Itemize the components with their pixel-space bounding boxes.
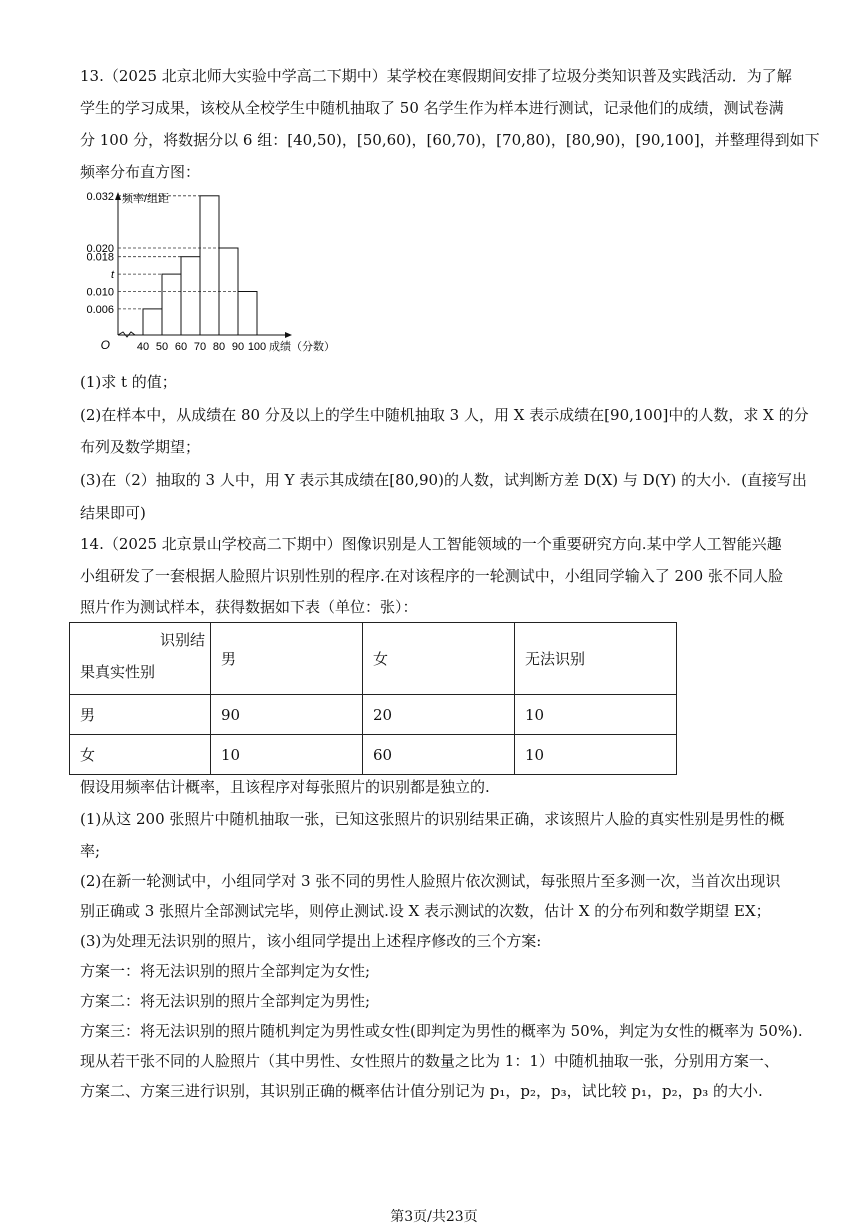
histogram-bar bbox=[238, 292, 257, 336]
q13-sub1: (1)求 t 的值； bbox=[80, 373, 177, 391]
cell: 60 bbox=[363, 735, 515, 775]
q14-after-3: 率; bbox=[80, 842, 101, 860]
header-unrecognized: 无法识别 bbox=[515, 623, 677, 695]
q13-sub3b: 结果即可) bbox=[80, 504, 146, 522]
cell: 20 bbox=[363, 695, 515, 735]
x-tick-label: 100 bbox=[247, 341, 267, 353]
q14-after-4: (2)在新一轮测试中，小组同学对 3 张不同的男性人脸照片依次测试，每张照片至多测一次，当首次出现识 bbox=[80, 872, 781, 890]
q14-after-6: (3)为处理无法识别的照片，该小组同学提出上述程序修改的三个方案: bbox=[80, 932, 542, 950]
q14-after-1: 假设用频率估计概率，且该程序对每张照片的识别都是独立的. bbox=[80, 778, 490, 796]
x-axis-label: 成绩（分数） bbox=[269, 341, 335, 353]
q14-after-9: 方案三：将无法识别的照片随机判定为男性或女性(即判定为男性的概率为 50%，判定为女性的概率为 50%). bbox=[80, 1022, 803, 1040]
q14-after-5: 别正确或 3 张照片全部测试完毕，则停止测试.设 X 表示测试的次数，估计 X 的分布列和数学期望 EX； bbox=[80, 902, 771, 920]
origin-label: O bbox=[100, 338, 110, 352]
y-tick-label: 0.006 bbox=[86, 303, 114, 316]
histogram-bar bbox=[143, 309, 162, 335]
q13-line-1: 13.（2025 北京北师大实验中学高二下期中）某学校在寒假期间安排了垃圾分类知识普及实践活动．为了解 bbox=[80, 67, 792, 85]
x-tick-label: 70 bbox=[193, 341, 207, 353]
q13-line-4: 频率分布直方图： bbox=[80, 163, 201, 181]
corner-top-label: 识别结 bbox=[160, 631, 206, 649]
table-row bbox=[70, 695, 677, 735]
y-tick-label: 0.018 bbox=[86, 251, 114, 264]
row-label-female: 女 bbox=[70, 735, 211, 775]
q13-sub3a: (3)在（2）抽取的 3 人中，用 Y 表示其成绩在[80,90)的人数，试判断方差 D(X) 与 D(Y) 的大小．(直接写出 bbox=[80, 471, 807, 489]
q14-after-2: (1)从这 200 张照片中随机抽取一张，已知这张照片的识别结果正确，求该照片人脸的真实性别是男性的概 bbox=[80, 810, 785, 828]
q14-after-10: 现从若干张不同的人脸照片（其中男性、女性照片的数量之比为 1：1）中随机抽取一张，分别用方案一、 bbox=[80, 1052, 779, 1070]
row-label-male: 男 bbox=[70, 695, 211, 735]
cell: 10 bbox=[515, 695, 677, 735]
y-axis-label: 频率/组距 bbox=[122, 193, 170, 205]
q14-line-2: 小组研发了一套根据人脸照片识别性别的程序.在对该程序的一轮测试中，小组同学输入了 200 张不同人脸 bbox=[80, 567, 783, 585]
q14-line-3: 照片作为测试样本，获得数据如下表（单位：张）： bbox=[80, 598, 418, 616]
histogram-bar bbox=[181, 257, 200, 335]
q13-sub2b: 布列及数学期望； bbox=[80, 438, 201, 456]
x-tick-label: 50 bbox=[155, 341, 169, 353]
q14-line-1: 14.（2025 北京景山学校高二下期中）图像识别是人工智能领域的一个重要研究方向.某中学人工智能兴趣 bbox=[80, 535, 782, 553]
x-tick-label: 90 bbox=[231, 341, 245, 353]
q14-after-11: 方案二、方案三进行识别，其识别正确的概率估计值分别记为 p₁，p₂，p₃，试比较 p₁，p₂，p₃ 的大小. bbox=[80, 1082, 763, 1100]
x-axis-arrow bbox=[285, 332, 292, 338]
y-tick-label: 0.020 bbox=[86, 243, 114, 255]
cell: 10 bbox=[515, 735, 677, 775]
recognition-table bbox=[69, 622, 677, 775]
cell: 90 bbox=[211, 695, 363, 735]
header-female: 女 bbox=[363, 623, 515, 695]
y-tick-label: 0.010 bbox=[86, 286, 114, 299]
cell: 10 bbox=[211, 735, 363, 775]
q13-line-2: 学生的学习成果，该校从全校学生中随机抽取了 50 名学生作为样本进行测试，记录他们的成绩，测试卷满 bbox=[80, 99, 784, 117]
q13-sub2a: (2)在样本中，从成绩在 80 分及以上的学生中随机抽取 3 人，用 X 表示成绩在[90,100]中的人数，求 X 的分 bbox=[80, 406, 809, 424]
table-corner-cell bbox=[70, 623, 211, 695]
histogram-bar bbox=[162, 274, 181, 335]
y-tick-label: t bbox=[110, 269, 114, 282]
header-male: 男 bbox=[211, 623, 363, 695]
x-tick-label: 80 bbox=[212, 341, 226, 353]
x-tick-label: 60 bbox=[174, 341, 188, 353]
histogram-bar bbox=[200, 196, 219, 335]
x-tick-label: 40 bbox=[136, 341, 150, 353]
y-tick-label: 0.032 bbox=[86, 190, 114, 203]
corner-bottom-label: 果真实性别 bbox=[80, 663, 156, 681]
q14-after-7: 方案一：将无法识别的照片全部判定为女性; bbox=[80, 962, 371, 980]
page-footer: 第3页/共23页 bbox=[390, 1209, 478, 1225]
q14-after-8: 方案二：将无法识别的照片全部判定为男性; bbox=[80, 992, 371, 1010]
table-row bbox=[70, 735, 677, 775]
histogram-chart bbox=[80, 190, 370, 360]
q13-line-3: 分 100 分，将数据分以 6 组：[40,50)，[50,60)，[60,70)，[70,80)，[80,90)，[90,100]，并整理得到如下 bbox=[80, 131, 820, 149]
